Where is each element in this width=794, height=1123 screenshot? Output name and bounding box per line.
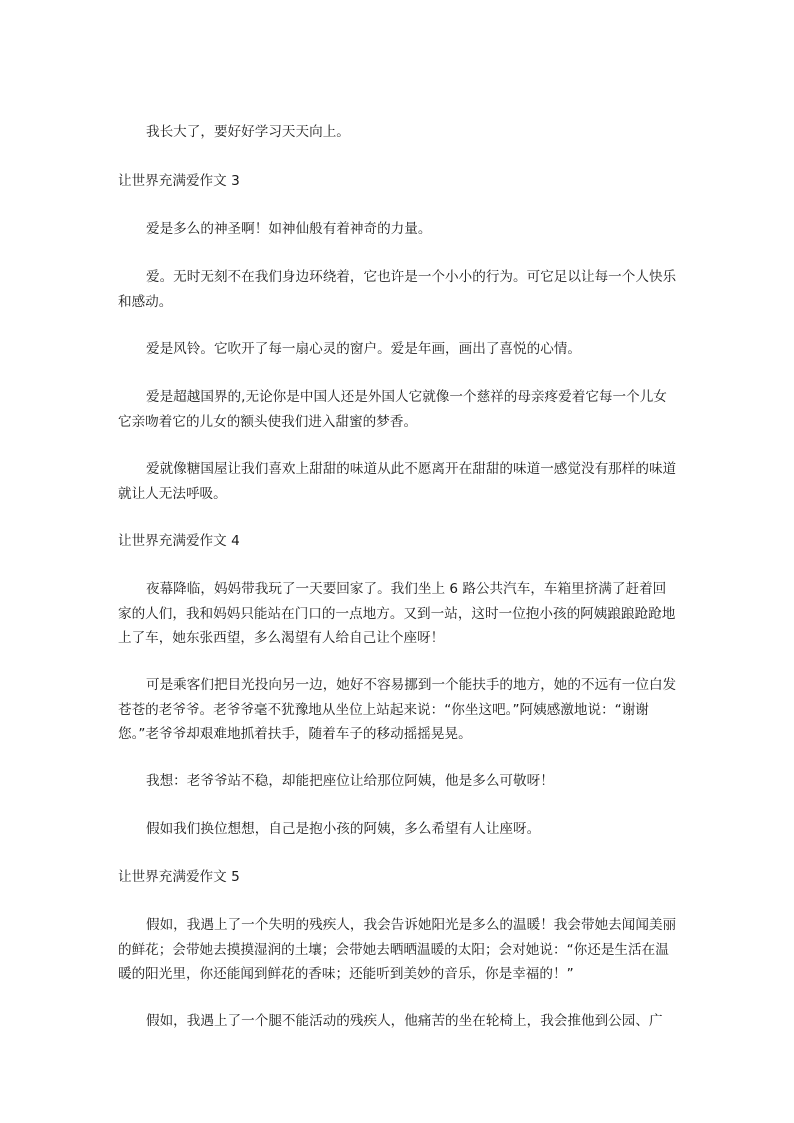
paragraph-9: 我想：老爷爷站不稳，却能把座位让给那位阿姨，他是多么可敬呀！ <box>146 773 554 789</box>
section-heading-3: 让世界充满爱作文 3 <box>118 173 240 189</box>
paragraph-11: 假如，我遇上了一个失明的残疾人，我会告诉她阳光是多么的温暖！我会带她去闻闻美丽的鲜花；会带她去摸摸湿润的土壤；会带她去晒晒温暖的太阳；会对她说：“你还是生活在温暖的阳光里，你还能闻到鲜花的香味；还能听到美妙的音乐，你是幸福的！” <box>118 917 677 982</box>
paragraph-10: 假如我们换位想想，自己是抱小孩的阿姨，多么希望有人让座呀。 <box>146 821 541 837</box>
paragraph-7: 夜幕降临，妈妈带我玩了一天要回家了。我们坐上 6 路公共汽车，车箱里挤满了赶着回家的人们，我和妈妈只能站在门口的一点地方。又到一站，这时一位抱小孩的阿姨踉踉跄跄地上了车，她东张西望，多么渴望有人给自己让个座呀！ <box>118 581 676 646</box>
paragraph-6: 爱就像糖国屋让我们喜欢上甜甜的味道从此不愿离开在甜甜的味道一感觉没有那样的味道就让人无法呼吸。 <box>118 461 677 502</box>
paragraph-1: 我长大了，要好好学习天天向上。 <box>146 124 350 140</box>
paragraph-4: 爱是风铃。它吹开了每一扇心灵的窗户。爱是年画，画出了喜悦的心情。 <box>146 341 581 357</box>
section-heading-4: 让世界充满爱作文 4 <box>118 533 240 549</box>
section-heading-5: 让世界充满爱作文 5 <box>118 869 240 885</box>
paragraph-3: 爱。无时无刻不在我们身边环绕着，它也许是一个小小的行为。可它足以让每一个人快乐和感动。 <box>118 269 677 310</box>
paragraph-12: 假如，我遇上了一个腿不能活动的残疾人，他痛苦的坐在轮椅上，我会推他到公园、广 <box>146 1013 663 1029</box>
paragraph-5: 爱是超越国界的,无论你是中国人还是外国人它就像一个慈祥的母亲疼爱着它每一个儿女它亲吻着它的儿女的额头使我们进入甜蜜的梦香。 <box>118 389 667 430</box>
paragraph-8: 可是乘客们把目光投向另一边，她好不容易挪到一个能扶手的地方，她的不远有一位白发苍苍的老爷爷。老爷爷毫不犹豫地从坐位上站起来说：“你坐这吧。”阿姨感激地说：“谢谢您。”老爷爷却艰难地抓着扶手，随着车子的移动摇摇晃晃。 <box>118 677 677 742</box>
paragraph-2: 爱是多么的神圣啊！如神仙般有着神奇的力量。 <box>146 221 432 237</box>
